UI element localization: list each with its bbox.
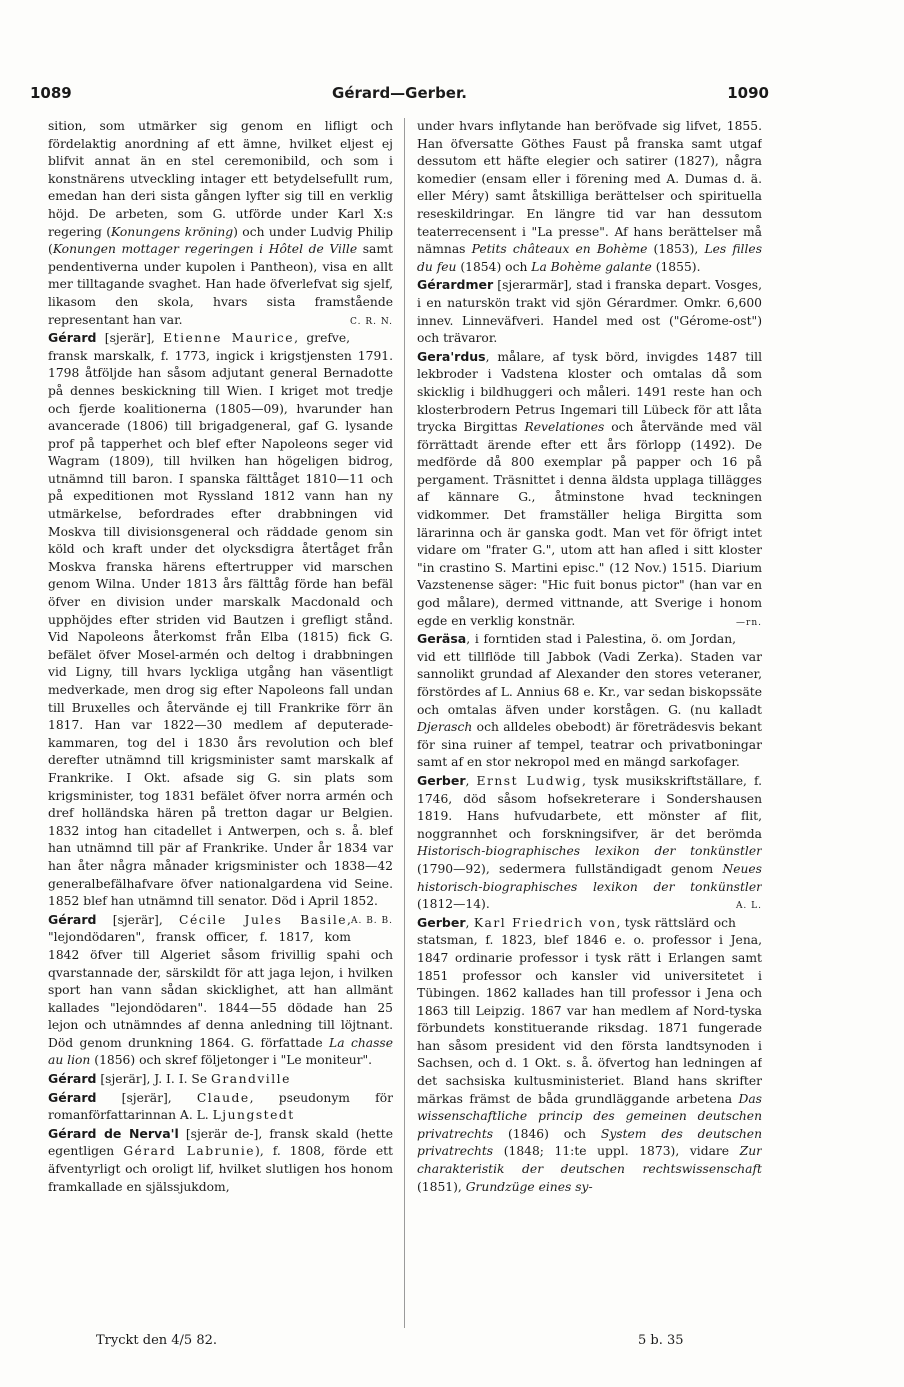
entry-gerard-de-nerval: Gérard de Nerva'l [sjerär de-], fransk skald (hette egentligen Gérard Labrunie), f. 1808, förde ett äfventyrligt och oroligt lif, hvilket slutligen hos honom framkallade en själssjukdom, [48, 1125, 393, 1194]
continued-paragraph: under hvars inflytande han beröfvade sig lifvet, 1855. Han öfversatte Göthes Faust på franska samt utgaf dessutom ett häfte elegier och satirer (1827), några komedier (ensam eller i förening med A. Dumas d. ä. eller Méry) samt åtskilliga berättelser och spirituella reseskildringar. En längre tid var han dessutom teaterrecensent i "La presse". Af hans berättelser må nämnas Petits châteaux en Bohème (1853), Les filles du feu (1854) och La Bohème galante (1855). [417, 119, 762, 274]
entry-headword: Geräsa [417, 631, 467, 647]
page-number-right: 1090 [727, 84, 769, 102]
entry-headword: Gérard [48, 330, 97, 346]
entry-headword: Gérard [48, 1071, 97, 1087]
print-date: Tryckt den 4/5 82. [96, 1333, 217, 1348]
column-divider [404, 118, 405, 1328]
entry-headword: Gerber [417, 772, 466, 788]
left-column [48, 118, 393, 1330]
entry-gerardmer: Gérardmer [sjerarmär], stad i franska depart. Vosges, i en naturskön trakt vid sjön Gérardmer. Omkr. 6,600 innev. Linneväfveri. Handel med ost ("Gérome-ost") och trävaror. [417, 277, 762, 346]
entry-gerber-karl: Gerber, Karl Friedrich von, tysk rättslärd och statsman, f. 1823, blef 1846 e. o. professor i Jena, 1847 ordinarie professor i tysk rätt i Erlangen samt 1851 professor och kansler vid universitetet i Tübingen. 1862 kallades han till professor i Jena och 1863 till Leipzig. 1867 var han medlem af Nord-tyska förbundets konstituerande riksdag. 1871 fungerade han såsom president vid den första landtsynoden i Sachsen, och d. 1 Okt. s. å. öfvertog han ledningen af det sachsiska kultusministeriet. Bland hans skrifter märkas främst de båda grundläggande arbetena Das wissenschaftliche princip des gemeinen deutschen privatrechts (1846) och System des deutschen privatrechts (1848; 11:te uppl. 1873), vidare Zur charakteristik der deutschen rechtswissenschaft (1851), Grundzüge eines sy- [417, 914, 762, 1194]
entry-headword: Gérard [48, 911, 97, 927]
entry-headword: Gerber [417, 914, 466, 930]
author-signature: C. R. N. [350, 316, 393, 327]
author-signature: —rn. [736, 617, 762, 628]
entry-gerard-cecile: Gérard [sjerär], Cécile Jules Basile, "lejondödaren", fransk officer, f. 1817, kom 1842 öfver till Algeriet såsom frivillig spahi och qvarstannade der, särskildt för att jaga lejon, i hvilken sport han vann sådan skicklighet, att han allmänt kallades "lejondödaren". 1844—55 dödade han 25 lejon och utnämndes af denna anledning till löjtnant. Död genom drunkning 1864. G. författade La chasse au lion (1856) och skref följetonger i "Le moniteur". [48, 911, 393, 1068]
entry-gerasa: Geräsa, i forntiden stad i Palestina, ö. om Jordan, vid ett tillflöde till Jabbok (Vadi Zerka). Staden var sannolikt grundad af Alexander den stores veteraner, förstördes af L. Annius 68 e. Kr., var sedan biskopssäte och omtalas äfven under korstågen. G. (nu kalladt Djerasch och alldeles obebodt) är företrädesvis bekant för sina ruiner af tempel, teatrar och privatboningar samt af en stor nekropol med en mängd sarkofager. [417, 631, 762, 770]
entry-headword: Gérardmer [417, 277, 494, 293]
entry-gerber-ernst: Gerber, Ernst Ludwig, tysk musikskriftställare, f. 1746, död såsom hofsekreterare i Sondershausen 1819. Hans hufvudarbete, ett mönster af flit, noggrannhet och forskningsifver, är det berömda Historisch-biographisches lexikon der tonkünstler (1790—92), sedermera fullständigadt genom Neues historisch-biographisches lexikon der tonkünstler (1812—14). A. L. [417, 772, 762, 914]
right-column [417, 118, 762, 1330]
continued-paragraph: sition, som utmärker sig genom en lifligt och fördelaktig anordning af ett ämne, hvilket eljest ej blifvit annat än en stel ceremonibild, och som i konstnärens utveckling intager ett betydelsefullt rum, emedan han deri sista gången lyfter sig till en verklig höjd. De arbeten, som G. utförde under Karl X:s regering (Konungens kröning) och under Ludvig Philip (Konungen mottager regeringen i Hôtel de Ville samt pendentiverna under kupolen i Pantheon), visa en allt mer tilltagande svaghet. Han hade öfverlefvat sig sjelf, likasom den skola, hvars sista framstående representant han var. C. R. N. [48, 118, 393, 329]
entry-headword: Gérard [48, 1089, 97, 1105]
author-signature: A. B. B. [350, 915, 393, 926]
page-header [30, 84, 769, 106]
page-running-title: Gérard—Gerber. [332, 84, 467, 102]
entry-gerard-etienne: Gérard [sjerär], Etienne Maurice, grefve, fransk marskalk, f. 1773, ingick i krigstjensten 1791. 1798 åtföljde han såsom adjutant general Bernadotte på dennes beskickning till Wien. I kriget mot tredje och fjerde koalitionerna (1805—09), hvarunder han avancerade (1806) till brigadgeneral, gaf G. lysande prof på tapperhet och blef efter Napoleons seger vid Wagram (1809), till hvilken han högeligen bidrog, utnämnd till baron. I spanska fälttåget 1810—11 och på expeditionen mot Ryssland 1812 vann han ny utmärkelse, befordrades efter drabbningen vid Moskva till divisionsgeneral och räddade genom sin köld och kraft under det olycksdigra återtåget från Moskva franska härens eftertrupper vid marschen genom Wilna. Under 1813 års fälttåg förde han befäl öfver en division under marskalk Macdonald och upphöjdes efter striden vid Bautzen i grefligt stånd. Vid Napoleons återkomst från Elba (1815) fick G. befälet öfver Mosel-armén och deltog i drabbningen vid Ligny, till hvars lyckliga utgång han väsentligt medverkade, men drog sig efter Napoleons fall undan till Bruxelles och återvände ej till Frankrike förr än 1817. Han var 1822—30 medlem af deputerade-kammaren, tog del i 1830 års revolution och blef derefter utnämnd till krigsminister samt marskalk af Frankrike. I Okt. afsade sig G. sin plats som krigsminister, tog 1831 befälet öfver norra armén och dref holländska hären på tretton dagar ur Belgien. 1832 intog han citadellet i Antwerpen, och s. å. blef han utnämnd till pär af Frankrike. Under år 1834 var han åter några månader krigsminister och 1838—42 generalbefälhafvare öfver nationalgardena vid Seine. 1852 blef han utnämnd till senator. Död i April 1852. A. B. B. [48, 329, 393, 911]
entry-gerardus: Gera'rdus, målare, af tysk börd, invigdes 1487 till lekbroder i Vadstena kloster och omtalas då som skicklig i bildhuggeri och måleri. 1491 reste han och klosterbrodern Petrus Ingemari till Lübeck för att låta trycka Birgittas Revelationes och återvände med väl förrättadt ärende efter ett års förlopp (1492). De medförde då 800 exemplar på papper och 16 på pergament. Träsnittet i denna äldsta upplaga tillägges af kännare G., åtminstone hvad teckningen vidkommer. Det framställer heliga Birgitta som lärarinna och är ganska godt. Man vet för öfrigt intet vidare om "frater G.", utom att han afled i sitt kloster "in crastino S. Martini episc." (12 Nov.) 1515. Diarium Vazstenense säger: "Hic fuit bonus pictor" (han var en god målare), dermed vittnande, att Sverige i honom egde en verklig konstnär. —rn. [417, 348, 762, 631]
author-signature: A. L. [735, 901, 762, 912]
entry-gerard-claude: Gérard [sjerär], Claude, pseudonym för romanförfattarinnan A. L. Ljungstedt [48, 1089, 393, 1123]
page-number-left: 1089 [30, 84, 72, 102]
entry-headword: Gera'rdus [417, 348, 486, 364]
sheet-signature: 5 b. 35 [638, 1333, 684, 1348]
entry-gerard-jii: Gérard [sjerär], J. I. I. Se Grandville [48, 1071, 291, 1087]
entry-headword: Gérard de Nerva'l [48, 1125, 179, 1141]
